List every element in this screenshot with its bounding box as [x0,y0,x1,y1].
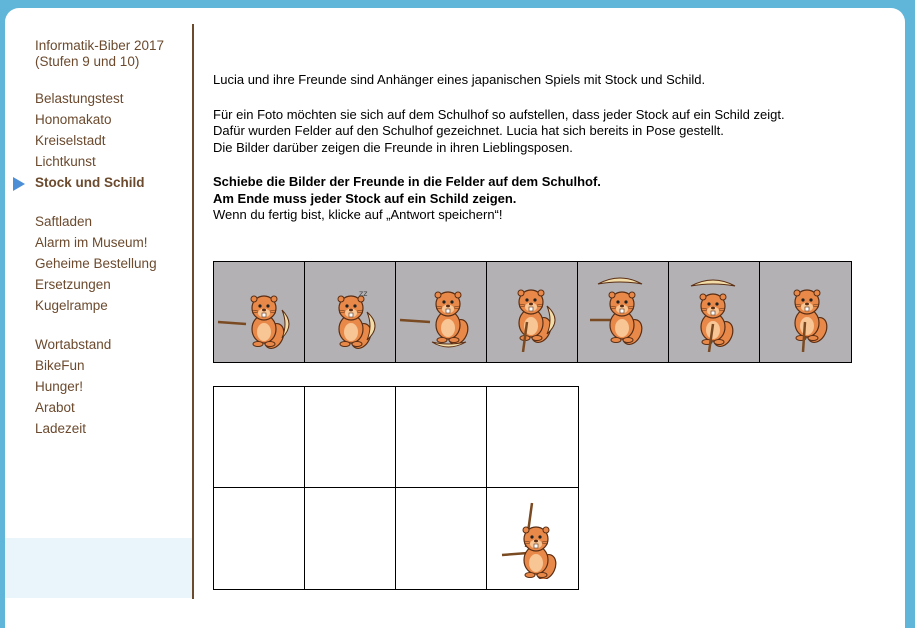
sidebar-title [35,38,185,70]
task-intro: Lucia und ihre Freunde sind Anhänger eines japanischen Spiels mit Stock und Schild. [213,72,706,87]
grid-field[interactable] [305,488,396,589]
grid-field[interactable] [487,387,578,488]
sidebar-title-line1: Informatik-Biber 2017 [35,38,165,53]
task-paragraph-line: Die Bilder darüber zeigen die Freunde in ihren Lieblingsposen. [213,139,573,155]
beaver-stick-down-shield-right-icon [489,272,575,352]
sidebar-item-geheime-bestellung[interactable]: Geheime Bestellung [35,256,157,271]
beaver-stick-left-shield-bottom-icon [398,272,484,352]
grid-field[interactable] [214,488,305,589]
sidebar-item-alarm-im-museum[interactable]: Alarm im Museum! [35,235,148,250]
grid-field[interactable] [305,387,396,488]
friend-pose-2[interactable] [305,262,396,362]
sidebar-divider [192,24,194,599]
task-instruction-line: Wenn du fertig bist, klicke auf „Antwort speichern“! [213,207,503,222]
sidebar-item-honomakato[interactable]: Honomakato [35,112,112,127]
beaver-shield-top-stick-left-icon [580,272,666,352]
friends-palette [213,261,852,363]
task-description [213,72,893,224]
schoolyard-grid [213,386,579,590]
beaver-stick-left-shield-right-icon [216,272,302,352]
grid-field-lucia[interactable] [487,488,578,589]
grid-field[interactable] [214,387,305,488]
svg-text:zz: zz [359,289,368,298]
sidebar-item-label: Stock und Schild [35,175,145,190]
friend-pose-1[interactable] [214,262,305,362]
beaver-stick-down-icon [763,272,849,352]
sidebar-item-saftladen[interactable]: Saftladen [35,214,93,229]
sidebar-item-stock-und-schild[interactable] [35,172,185,193]
sidebar-item-ersetzungen[interactable]: Ersetzungen [35,277,111,292]
task-instruction-line: Schiebe die Bilder der Freunde in die Felder auf dem Schulhof. [213,174,601,189]
friend-pose-3[interactable] [396,262,487,362]
friend-pose-5[interactable] [578,262,669,362]
sidebar-title-line2: (Stufen 9 und 10) [35,54,140,69]
sidebar-item-wortabstand[interactable]: Wortabstand [35,337,112,352]
sidebar-nav [35,38,185,439]
current-task-arrow-icon [13,177,25,191]
friend-pose-4[interactable] [487,262,578,362]
sidebar-item-kreiselstadt[interactable]: Kreiselstadt [35,133,106,148]
grid-field[interactable] [396,387,487,488]
task-group-1 [35,88,185,193]
sidebar-item-lichtkunst[interactable]: Lichtkunst [35,154,96,169]
sidebar-item-kugelrampe[interactable]: Kugelrampe [35,298,108,313]
beaver-sleeping-shield-right-icon [307,272,393,352]
lucia-beaver-icon [490,499,576,579]
task-paragraph-line: Dafür wurden Felder auf den Schulhof gezeichnet. Lucia hat sich bereits in Pose gestellt. [213,123,724,138]
task-group-3 [35,334,185,439]
friend-pose-6[interactable] [669,262,760,362]
sidebar-item-arabot[interactable]: Arabot [35,400,75,415]
task-paragraph-line: Für ein Foto möchten sie sich auf dem Schulhof so aufstellen, dass jeder Stock auf ein Schild zeigt. [213,106,785,122]
task-group-2 [35,211,185,316]
beaver-shield-top-stick-down-icon [671,272,757,352]
sidebar-item-ladezeit[interactable]: Ladezeit [35,421,87,436]
sidebar-item-bikefun[interactable]: BikeFun [35,358,85,373]
sidebar-item-belastungstest[interactable]: Belastungstest [35,91,124,106]
sidebar-background [5,538,193,598]
task-instruction-line: Am Ende muss jeder Stock auf ein Schild zeigen. [213,190,517,206]
friend-pose-7[interactable] [760,262,851,362]
sidebar-item-hunger[interactable]: Hunger! [35,379,84,394]
grid-field[interactable] [396,488,487,589]
